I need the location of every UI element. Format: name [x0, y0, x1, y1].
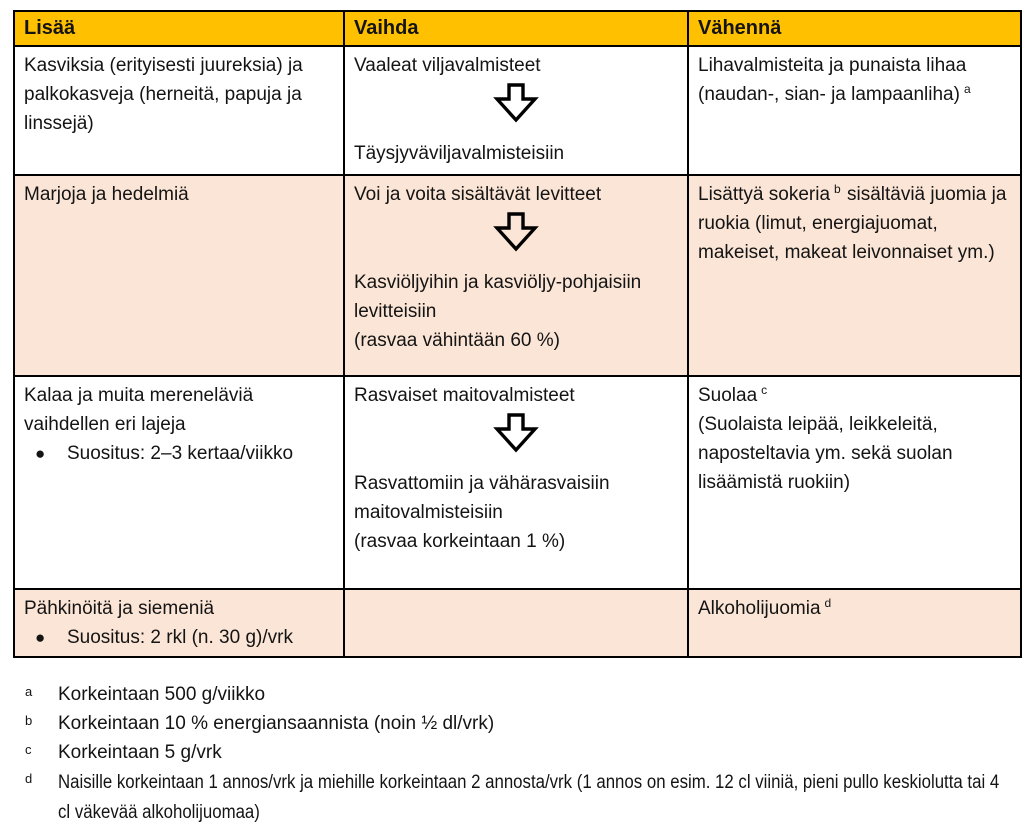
swap-from-text: Voi ja voita sisältävät levitteet	[354, 184, 602, 205]
footnote-marker: d	[25, 771, 33, 786]
swap-down-arrow-icon	[493, 212, 539, 252]
footnote-marker: b	[25, 713, 33, 728]
swap-down-arrow-icon	[493, 413, 539, 453]
cell-text: Suolaa $^c$	[698, 382, 768, 406]
bullet-icon: ●	[35, 628, 46, 647]
header-cell-vaihda: Vaihda	[344, 11, 688, 46]
table-header-row	[14, 11, 1021, 46]
footnote-text: Korkeintaan 500 g/viikko	[58, 684, 266, 705]
header-cell-vahenna: Vähennä	[688, 11, 1021, 46]
cell-swap-4-empty	[344, 589, 688, 657]
table-row	[14, 376, 1021, 589]
cell-text: Kasviksia (erityisesti juureksia) ja palkokasveja (herneitä, papuja ja linssejä)	[24, 55, 303, 134]
footnote-marker-a: a	[963, 81, 971, 96]
bullet-item	[24, 623, 333, 652]
footnote-c	[25, 739, 1015, 767]
footnote-a	[25, 681, 1015, 709]
table-row	[14, 589, 1021, 657]
cell-text: Lisättyä sokeria $^b$ sisältäviä juomia ja ruokia (limut, energiajuomat, makeiset, makeat leivonnaiset ym.)	[698, 181, 1007, 263]
header-cell-lisaa: Lisää	[14, 11, 344, 46]
swap-to-text: Kasviöljyihin ja kasviöljy-pohjaisiin levitteisiin	[354, 272, 642, 322]
footnote-d	[25, 768, 1015, 828]
swap-from-text: Vaaleat viljavalmisteet	[354, 55, 541, 76]
cell-text: Pähkinöitä ja siemeniä	[24, 598, 215, 619]
bullet-icon: ●	[35, 444, 46, 463]
footnote-marker: c	[25, 742, 32, 757]
cell-reduce-1	[688, 46, 1021, 175]
table-row	[14, 46, 1021, 175]
cell-text: Lihavalmisteita ja punaista lihaa (naudan-, sian- ja lampaanliha) $^a$	[698, 55, 971, 105]
cell-text: Kalaa ja muita mereneläviä vaihdellen eri lajeja	[24, 385, 254, 435]
footnote-marker: a	[25, 684, 33, 699]
bullet-item	[24, 439, 333, 468]
cell-reduce-2	[688, 175, 1021, 376]
cell-add-3	[14, 376, 344, 589]
footnotes-section	[25, 681, 1015, 829]
footnote-text: Korkeintaan 5 g/vrk	[58, 742, 222, 763]
cell-reduce-4	[688, 589, 1021, 657]
bullet-text: Suositus: 2 rkl (n. 30 g)/vrk	[67, 627, 293, 648]
footnote-text: Naisille korkeintaan 1 annos/vrk ja miehille korkeintaan 2 annosta/vrk (1 annos on esim. 12 cl viiniä, pieni pullo keskiolutta tai 4 cl väkevää alkoholijuomaa)	[58, 772, 1000, 823]
swap-detail-text: (rasvaa korkeintaan 1 %)	[354, 531, 566, 552]
cell-text: Marjoja ja hedelmiä	[24, 184, 189, 205]
footnote-b	[25, 710, 1015, 738]
footnote-text: Korkeintaan 10 % energiansaannista (noin ½ dl/vrk)	[58, 713, 495, 734]
swap-from-text: Rasvaiset maitovalmisteet	[354, 385, 575, 406]
cell-add-1	[14, 46, 344, 175]
table-row	[14, 175, 1021, 376]
cell-add-2	[14, 175, 344, 376]
footnote-marker-d: d	[824, 595, 832, 610]
cell-add-4	[14, 589, 344, 657]
footnote-marker-c: c	[761, 382, 768, 397]
footnote-marker-b: b	[834, 181, 841, 196]
food-recommendations-table	[13, 10, 1022, 658]
swap-down-arrow-icon	[493, 83, 539, 123]
cell-text: Alkoholijuomia $^d$	[698, 595, 832, 619]
reduce-detail-text: (Suolaista leipää, leikkeleitä, naposteltavia ym. sekä suolan lisäämistä ruokiin)	[698, 414, 953, 493]
cell-reduce-3	[688, 376, 1021, 589]
swap-to-text: Rasvattomiin ja vähärasvaisiin maitovalmisteisiin	[354, 473, 610, 523]
cell-swap-1	[344, 46, 688, 175]
swap-to-text: Täysjyväviljavalmisteisiin	[354, 143, 565, 164]
cell-swap-2	[344, 175, 688, 376]
bullet-text: Suositus: 2–3 kertaa/viikko	[67, 443, 294, 464]
cell-swap-3	[344, 376, 688, 589]
swap-detail-text: (rasvaa vähintään 60 %)	[354, 330, 560, 351]
